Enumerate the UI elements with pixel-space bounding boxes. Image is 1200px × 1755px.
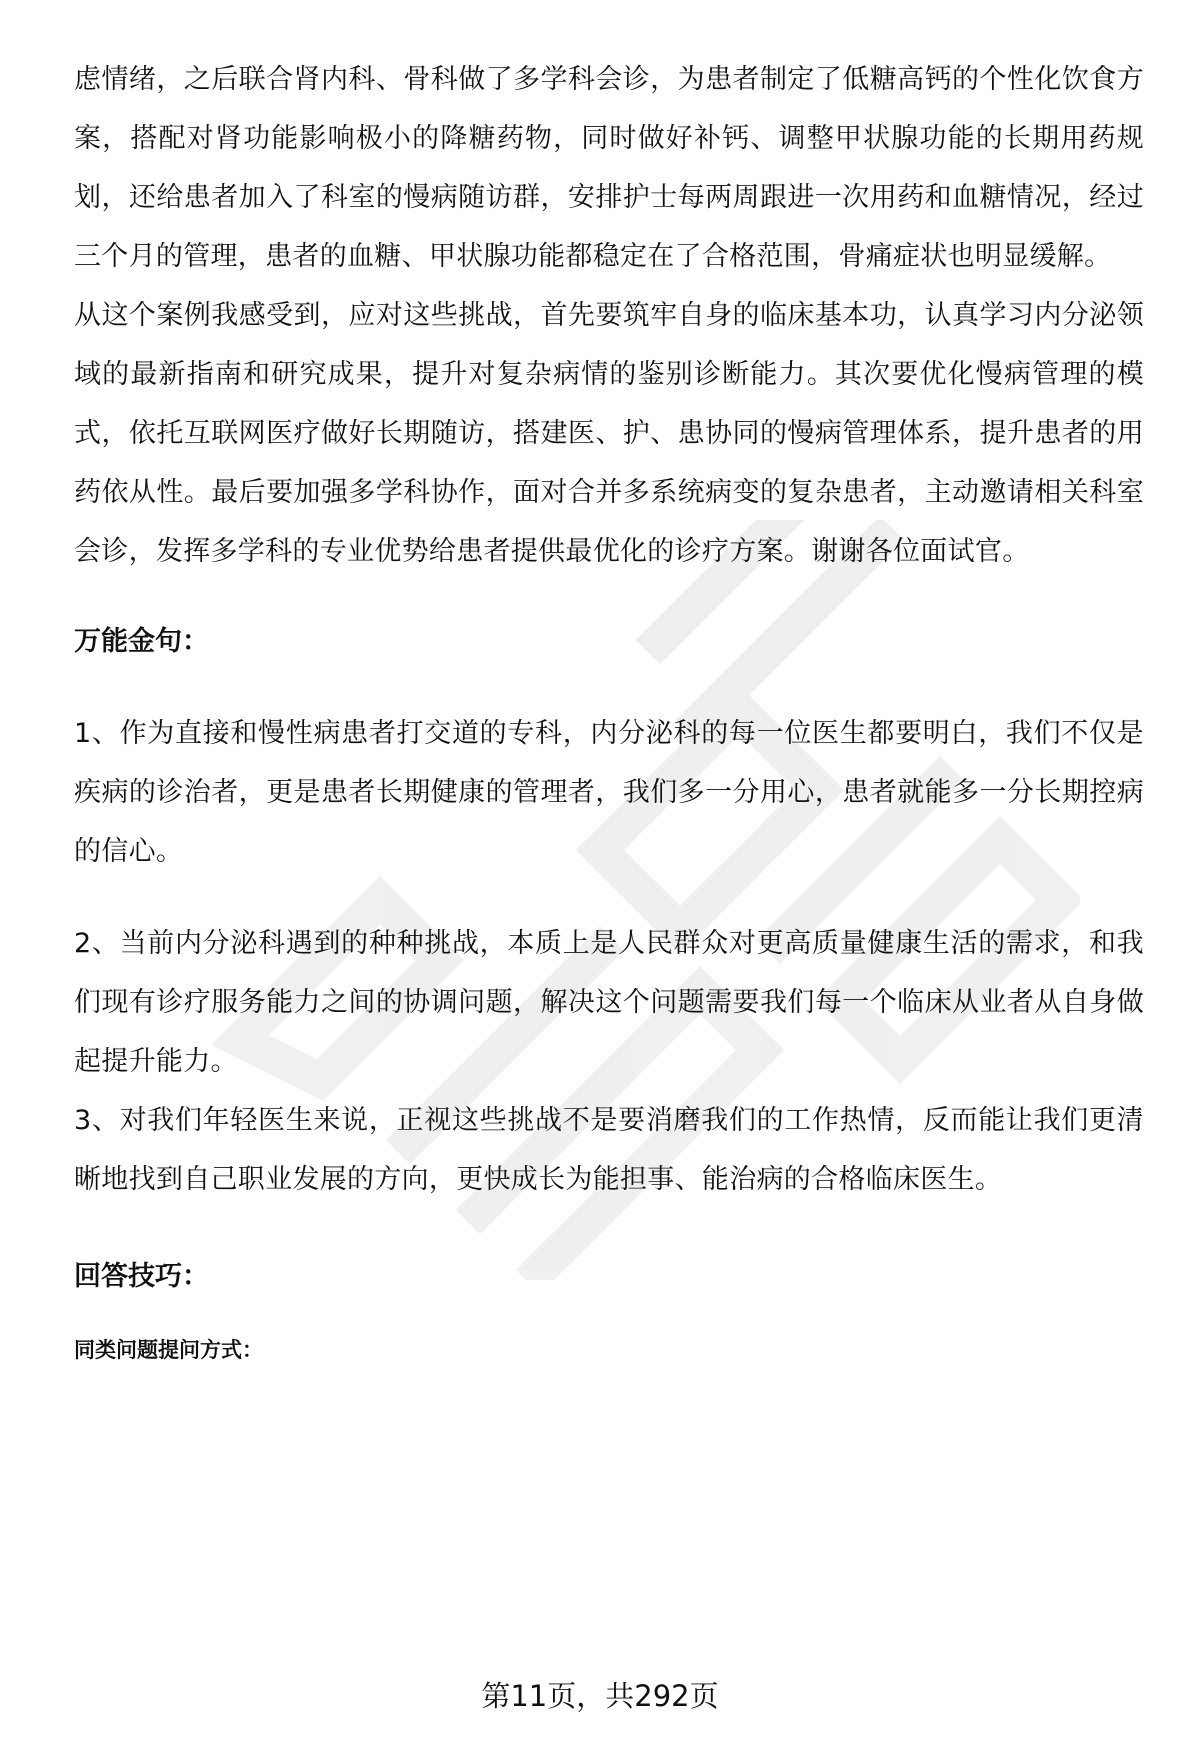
golden-sentence-2: 2、当前内分泌科遇到的种种挑战，本质上是人民群众对更高质量健康生活的需求，和我们现有诊疗服务能力之间的协调问题，解决这个问题需要我们每一个临床从业者从自身做起提升能力。 [74, 928, 1144, 1077]
answer-tips-heading: 回答技巧： [74, 1261, 209, 1292]
paragraph-reflection: 从这个案例我感受到，应对这些挑战，首先要筑牢自身的临床基本功，认真学习内分泌领域的最新指南和研究成果，提升对复杂病情的鉴别诊断能力。其次要优化慢病管理的模式，依托互联网医疗做好长期随访，搭建医、护、患协同的慢病管理体系，提升患者的用药依从性。最后要加强多学科协作，面对合并多系统病变的复杂患者，主动邀请相关科室会诊，发挥多学科的专业优势给患者提供最优化的诊疗方案。谢谢各位面试官。 [74, 300, 1144, 567]
paragraph-case-summary: 虑情绪，之后联合肾内科、骨科做了多学科会诊，为患者制定了低糖高钙的个性化饮食方案，搭配对肾功能影响极小的降糖药物，同时做好补钙、调整甲状腺功能的长期用药规划，还给患者加入了科室的慢病随访群，安排护士每两周跟进一次用药和血糖情况，经过三个月的管理，患者的血糖、甲状腺功能都稳定在了合格范围，骨痛症状也明显缓解。 [74, 64, 1144, 272]
golden-sentences-heading: 万能金句： [74, 626, 209, 657]
golden-sentence-3: 3、对我们年轻医生来说，正视这些挑战不是要消磨我们的工作热情，反而能让我们更清晰地找到自己职业发展的方向，更快成长为能担事、能治病的合格临床医生。 [74, 1105, 1144, 1195]
page-number: 第11页，共292页 [481, 1679, 719, 1713]
document-body [74, 50, 1144, 1370]
similar-questions-heading: 同类问题提问方式： [74, 1338, 263, 1362]
golden-sentence-1: 1、作为直接和慢性病患者打交道的专科，内分泌科的每一位医生都要明白，我们不仅是疾病的诊治者，更是患者长期健康的管理者，我们多一分用心，患者就能多一分长期控病的信心。 [74, 718, 1144, 867]
